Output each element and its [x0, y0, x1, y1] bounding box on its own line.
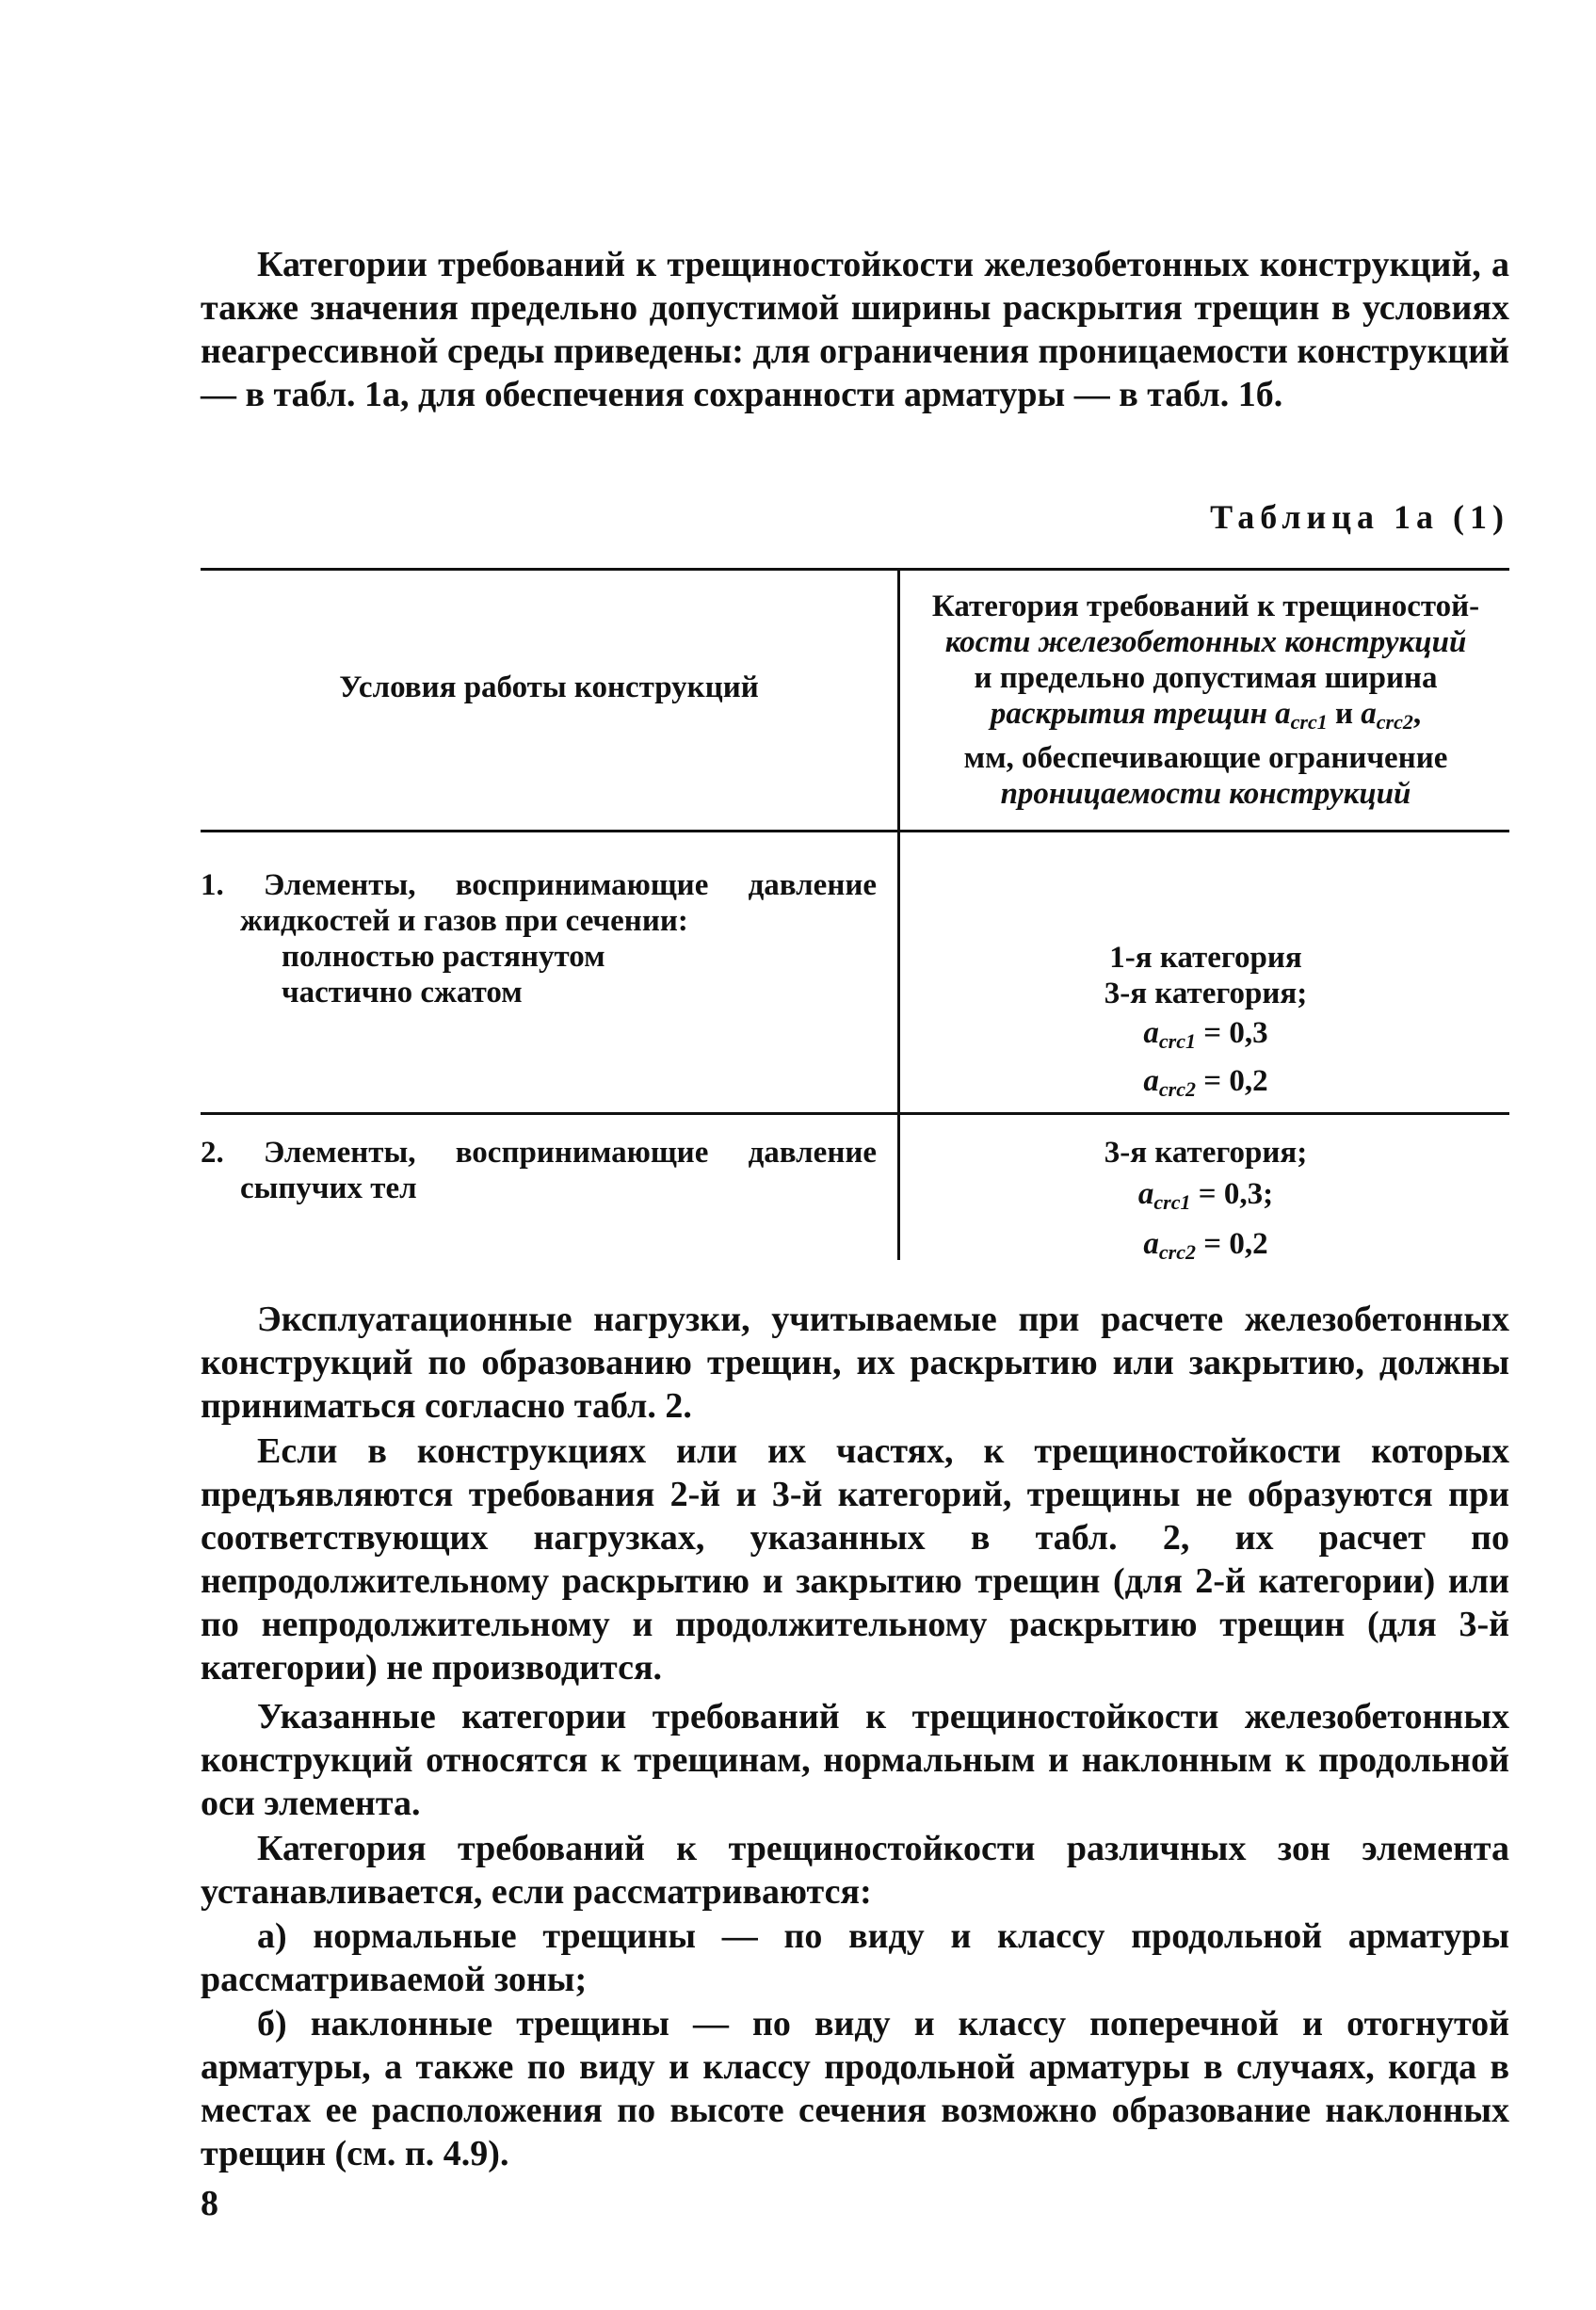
row2-formula-2-sub: crc2	[1158, 1240, 1197, 1264]
header-right-line-4	[902, 696, 1509, 740]
table-caption: Таблица 1а (1)	[1210, 498, 1509, 536]
row2-formula-1-value: = 0,3;	[1198, 1177, 1274, 1211]
page-number: 8	[201, 2184, 218, 2223]
row1-left-line-2: жидкостей и газов при сечении:	[240, 904, 688, 938]
row2-formula-2-value: = 0,2	[1203, 1227, 1268, 1261]
row2-formula-1	[902, 1176, 1509, 1220]
symbol-comma: ,	[1412, 697, 1422, 731]
paragraph-item-b: б) наклонные трещины — по виду и классу поперечной и отогнутой арматуры, а также по виду и классу продольной арматуры в случаях, когда в местах ее расположения по высоте сечения возможно образование наклонных трещин (см. п. 4.9).	[201, 2004, 1509, 2173]
row1-right-line-2: 3-я категория;	[1104, 977, 1308, 1010]
row1-formula-2	[902, 1063, 1509, 1107]
row1-formula-2-a: a	[1143, 1064, 1159, 1098]
header-right	[902, 589, 1509, 812]
row1-formula-2-sub: crc2	[1158, 1077, 1197, 1101]
row1-right-line-1: 1-я категория	[1109, 941, 1302, 975]
row2-right-line-1: 3-я категория;	[1104, 1136, 1308, 1170]
row2-formula-1-sub: crc1	[1153, 1190, 1191, 1214]
symbol-conj: и	[1335, 697, 1354, 731]
row2-left-line-1: 2. Элементы, воспринимающие давление	[201, 1136, 877, 1170]
intro-paragraph: Категории требований к трещиностойкости железобетонных конструкций, а также значения предельно допустимой ширины раскрытия трещин в условиях неагрессивной среды приведены: для ограничения проницаемости конструкций — в табл. 1а, для обеспечения сохранности арматуры — в табл. 1б.	[201, 245, 1509, 414]
row1-formula-2-value: = 0,2	[1203, 1064, 1268, 1098]
header-right-line-2: кости железобетонных конструкций	[944, 625, 1467, 659]
table-top-rule	[201, 568, 1509, 571]
paragraph-zones: Категория требований к трещиностойкости различных зон элемента устанавливается, если рассматриваются:	[201, 1829, 1509, 1912]
paragraph-categories-2-3: Если в конструкциях или их частях, к трещиностойкости которых предъявляются требования 2-й и 3-й категорий, трещины не образуются при соответствующих нагрузках, указанных в табл. 2, их расчет по непродолжительному раскрытию и закрытию трещин (для 2-й категории) или по непродолжительному и продолжительному раскрытию трещин (для 3-й категории) не производится.	[201, 1431, 1509, 1688]
row2-formula-2-a: a	[1143, 1227, 1159, 1261]
header-right-line-6: проницаемости конструкций	[1000, 777, 1411, 811]
row1-formula-1-value: = 0,3	[1203, 1016, 1268, 1050]
table-column-divider	[897, 568, 900, 1260]
symbol-crc2: crc2	[1376, 710, 1413, 734]
row1-left	[201, 867, 877, 1010]
symbol-a: a	[1275, 697, 1291, 731]
symbol-a-2: a	[1361, 697, 1377, 731]
row1-right	[902, 940, 1509, 1107]
header-right-line-5: мм, обеспечивающие ограничение	[963, 741, 1448, 775]
header-right-line-4-text: раскрытия трещин	[990, 697, 1267, 731]
row2-left	[201, 1135, 877, 1206]
row1-left-line-1: 1. Элементы, воспринимающие давление	[201, 868, 877, 902]
header-right-line-3: и предельно допустимая ширина	[974, 661, 1438, 695]
table-row-divider-left	[201, 1112, 897, 1115]
row2-formula-1-a: a	[1137, 1177, 1154, 1211]
header-right-line-1: Категория требований к трещиностой-	[931, 590, 1480, 623]
row1-formula-1	[902, 1015, 1509, 1059]
paragraph-normal-inclined: Указанные категории требований к трещиностойкости железобетонных конструкций относятся к трещинам, нормальным и наклонным к продольной оси элемента.	[201, 1697, 1509, 1823]
row2-right	[902, 1135, 1509, 1270]
paragraph-loads: Эксплуатационные нагрузки, учитываемые при расчете железобетонных конструкций по образованию трещин, их раскрытию или закрытию, должны приниматься согласно табл. 2.	[201, 1300, 1509, 1426]
row1-formula-1-sub: crc1	[1158, 1029, 1197, 1053]
row1-formula-1-a: a	[1143, 1016, 1159, 1050]
table-row-divider	[897, 1112, 1509, 1115]
header-left: Условия работы конструкций	[339, 670, 759, 704]
row1-left-line-4: частично сжатом	[282, 976, 523, 1010]
paragraph-item-a: а) нормальные трещины — по виду и классу продольной арматуры рассматриваемой зоны;	[201, 1916, 1509, 1999]
row2-left-line-2: сыпучих тел	[240, 1171, 417, 1205]
row2-formula-2	[902, 1226, 1509, 1270]
table-header-rule	[201, 830, 1509, 832]
symbol-crc1: crc1	[1290, 710, 1328, 734]
row1-left-line-3: полностью растянутом	[282, 940, 605, 974]
